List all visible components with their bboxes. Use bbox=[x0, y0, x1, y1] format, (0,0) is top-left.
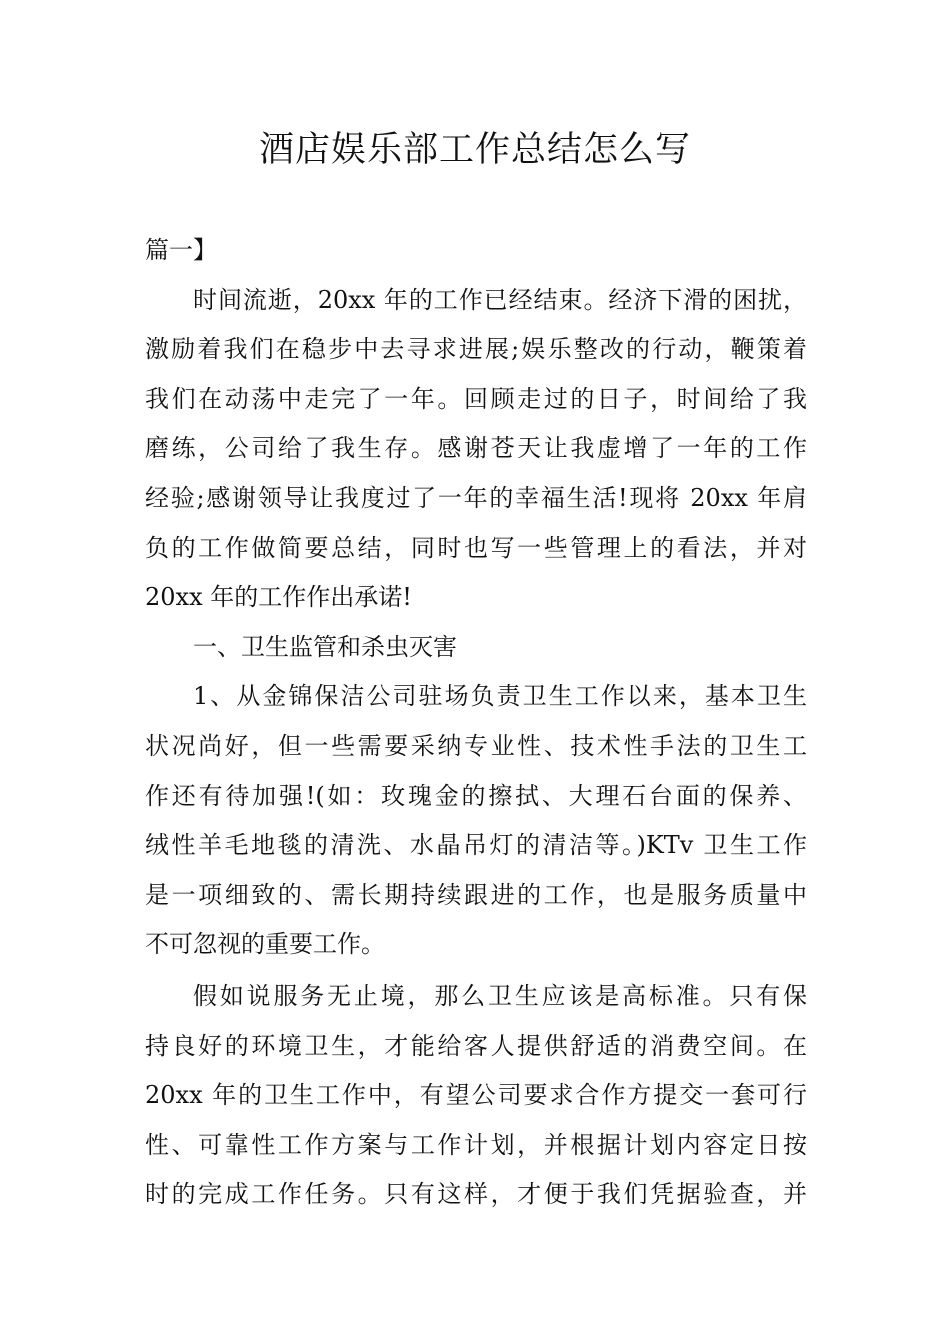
paragraph-line: 负的工作做简要总结，同时也写一些管理上的看法，并对 bbox=[145, 533, 807, 562]
document-body bbox=[145, 226, 807, 1220]
paragraph-line: 20xx 年的卫生工作中，有望公司要求合作方提交一套可行 bbox=[145, 1081, 807, 1110]
paragraph-line: 绒性羊毛地毯的清洗、水晶吊灯的清洁等。)KTv 卫生工作 bbox=[145, 831, 807, 860]
paragraph-line: 不可忽视的重要工作。 bbox=[145, 930, 385, 959]
document-title: 酒店娱乐部工作总结怎么写 bbox=[258, 130, 691, 170]
paragraph-line: 假如说服务无止境，那么卫生应该是高标准。只有保 bbox=[193, 981, 807, 1010]
paragraph-line: 20xx 年的工作作出承诺! bbox=[145, 583, 412, 612]
paragraph-line: 磨练，公司给了我生存。感谢苍天让我虚增了一年的工作 bbox=[145, 434, 807, 463]
paragraph-line: 时间流逝，20xx 年的工作已经结束。经济下滑的困扰， bbox=[193, 285, 807, 314]
paragraph-line: 状况尚好，但一些需要采纳专业性、技术性手法的卫生工 bbox=[145, 731, 807, 760]
paragraph-line: 经验;感谢领导让我度过了一年的幸福生活!现将 20xx 年肩 bbox=[145, 483, 807, 512]
paragraph-line: 时的完成工作任务。只有这样，才便于我们凭据验查，并 bbox=[145, 1180, 807, 1209]
paragraph-line: 1、从金锦保洁公司驻场负责卫生工作以来，基本卫生 bbox=[193, 682, 807, 711]
paragraph-line: 是一项细致的、需长期持续跟进的工作，也是服务质量中 bbox=[145, 880, 807, 909]
paragraph-line: 我们在动荡中走完了一年。回顾走过的日子，时间给了我 bbox=[145, 384, 807, 413]
paragraph-line: 作还有待加强!(如：玫瑰金的擦拭、大理石台面的保养、 bbox=[145, 781, 807, 810]
paragraph-line: 激励着我们在稳步中去寻求进展;娱乐整改的行动，鞭策着 bbox=[145, 335, 807, 364]
paragraph-line: 持良好的环境卫生，才能给客人提供舒适的消费空间。在 bbox=[145, 1031, 807, 1060]
section-heading: 一、卫生监管和杀虫灭害 bbox=[193, 632, 457, 661]
section-label: 篇一】 bbox=[145, 236, 217, 264]
paragraph-line: 性、可靠性工作方案与工作计划，并根据计划内容定日按 bbox=[145, 1130, 807, 1159]
